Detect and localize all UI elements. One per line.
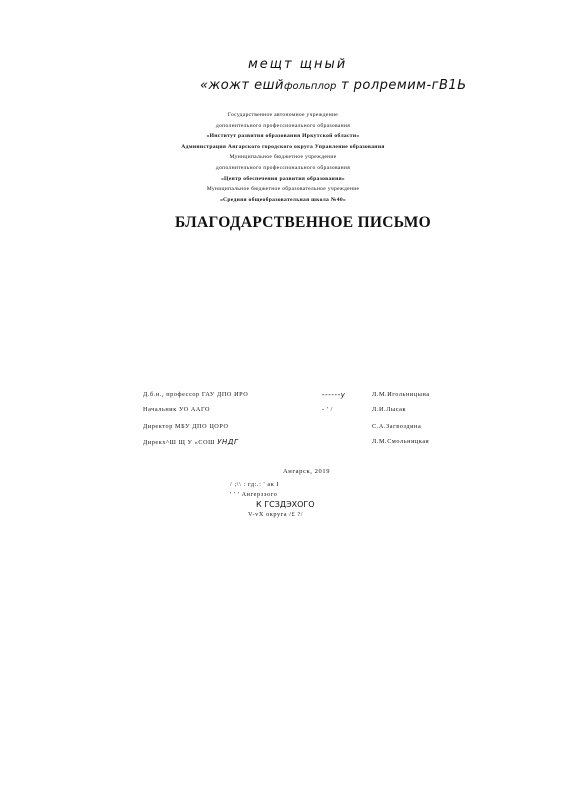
stamp-line: К ГСЗДЭХОГО — [256, 500, 315, 509]
organizations-block — [0, 110, 566, 205]
org-line: дополнительного профессионального образования — [215, 164, 351, 171]
signature-label: Директор МБУ ДПО ЦОРО — [143, 423, 229, 430]
signature-label-text: Дирекх^Ш Щ У «СОШ — [143, 439, 216, 446]
org-line: дополнительного профессионального образования — [215, 122, 351, 129]
stamp-line: / ;\\ : гд:.: ' ак I — [230, 481, 280, 488]
org-line: Администрация Ангарского городского округа Управление образования — [181, 143, 385, 150]
header-line-2 — [200, 78, 467, 93]
signature-name: Л.И.Лысак — [372, 406, 407, 413]
org-line: Государственное автономное учреждение — [227, 112, 339, 118]
signature-name: Л.М.Игольницына — [372, 391, 430, 398]
signature-label-handwriting: УНДГ — [217, 438, 239, 446]
org-line: Муниципальное бюджетное образовательное учреждение — [206, 186, 360, 193]
signature-name: С.А.Загвоздина — [372, 423, 422, 430]
stamp-block — [230, 470, 315, 520]
city-year: Ангарск, 2019 — [283, 468, 331, 475]
document-title: БЛАГОДАРСТВЕННОЕ ПИСЬМО — [175, 214, 431, 231]
org-line: «Средняя общеобразовательная школа №40» — [219, 196, 347, 203]
header-line-2-small: фольплор — [283, 81, 337, 92]
signature-label: Д.б.н., профессор ГАУ ДПО ИРО — [143, 391, 249, 398]
signature-mark: - ' / — [322, 406, 333, 413]
header-line-2-part1: «жожт ешй — [200, 78, 284, 93]
header-line-1: мещт щный — [248, 57, 348, 72]
org-line: Муниципальное бюджетное учреждение — [229, 154, 337, 161]
header-line-2-part2: т ролремим-гВ1Ь — [340, 78, 467, 93]
stamp-line: ' ' ' Ангерзэого — [230, 491, 278, 498]
signature-mark: ------у — [322, 391, 346, 399]
org-line: «Институт развития образования Иркутской области» — [206, 133, 360, 140]
signature-name: Л.М.Смольницкая — [372, 438, 430, 445]
org-line: «Центр обеспечения развития образования» — [220, 175, 346, 182]
signature-label — [143, 438, 238, 446]
stamp-line: V-vX округа /£ ?/ — [248, 511, 304, 518]
signature-label: Начальник УО ААГО — [143, 406, 211, 413]
